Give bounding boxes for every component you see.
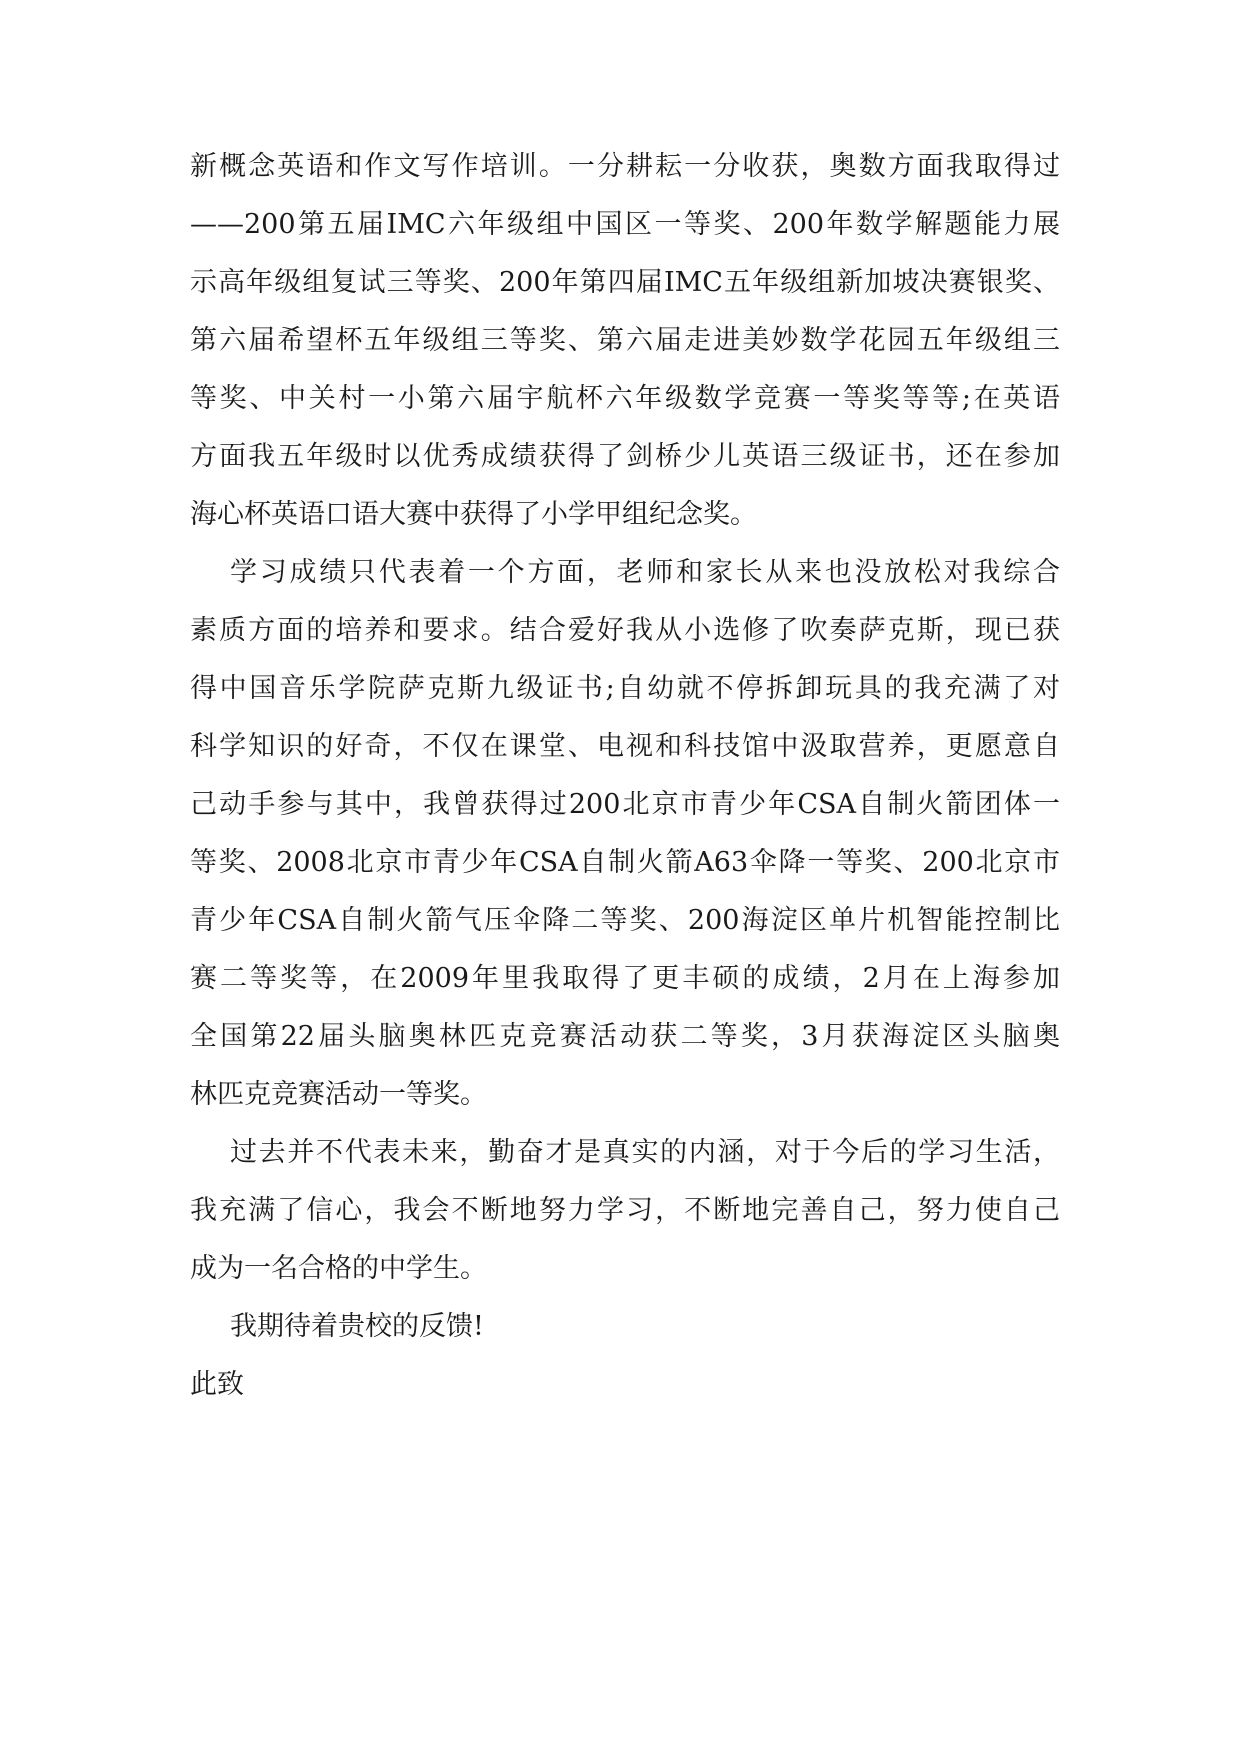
text-line: 赛二等奖等，在2009年里我取得了更丰硕的成绩，2月在上海参加	[190, 963, 1060, 994]
text-line: 林匹克竞赛活动一等奖。	[190, 1079, 487, 1110]
text-line: 全国第22届头脑奥林匹克竞赛活动获二等奖，3月获海淀区头脑奥	[190, 1021, 1060, 1052]
text-line: ——200第五届IMC六年级组中国区一等奖、200年数学解题能力展	[190, 209, 1060, 240]
text-line: 己动手参与其中，我曾获得过200北京市青少年CSA自制火箭团体一	[190, 789, 1060, 820]
text-line: 示高年级组复试三等奖、200年第四届IMC五年级组新加坡决赛银奖、	[190, 267, 1060, 298]
text-line: 学习成绩只代表着一个方面，老师和家长从来也没放松对我综合	[230, 557, 1060, 588]
text-line: 我期待着贵校的反馈!	[230, 1311, 484, 1342]
text-line: 方面我五年级时以优秀成绩获得了剑桥少儿英语三级证书，还在参加	[190, 441, 1060, 472]
text-line: 得中国音乐学院萨克斯九级证书;自幼就不停拆卸玩具的我充满了对	[190, 673, 1060, 704]
text-line: 过去并不代表未来，勤奋才是真实的内涵，对于今后的学习生活，	[230, 1137, 1060, 1168]
text-line: 素质方面的培养和要求。结合爱好我从小选修了吹奏萨克斯，现已获	[190, 615, 1060, 646]
text-line: 成为一名合格的中学生。	[190, 1253, 487, 1284]
text-line: 科学知识的好奇，不仅在课堂、电视和科技馆中汲取营养，更愿意自	[190, 731, 1060, 762]
text-line: 我充满了信心，我会不断地努力学习，不断地完善自己，努力使自己	[190, 1195, 1060, 1226]
closing-salutation: 此致	[190, 1369, 244, 1400]
text-line: 新概念英语和作文写作培训。一分耕耘一分收获，奥数方面我取得过	[190, 151, 1060, 182]
text-line: 等奖、2008北京市青少年CSA自制火箭A63伞降一等奖、200北京市	[190, 847, 1060, 878]
text-line: 第六届希望杯五年级组三等奖、第六届走进美妙数学花园五年级组三	[190, 325, 1060, 356]
text-line: 等奖、中关村一小第六届宇航杯六年级数学竞赛一等奖等等;在英语	[190, 383, 1060, 414]
text-line: 青少年CSA自制火箭气压伞降二等奖、200海淀区单片机智能控制比	[190, 905, 1060, 936]
text-line: 海心杯英语口语大赛中获得了小学甲组纪念奖。	[190, 499, 757, 530]
